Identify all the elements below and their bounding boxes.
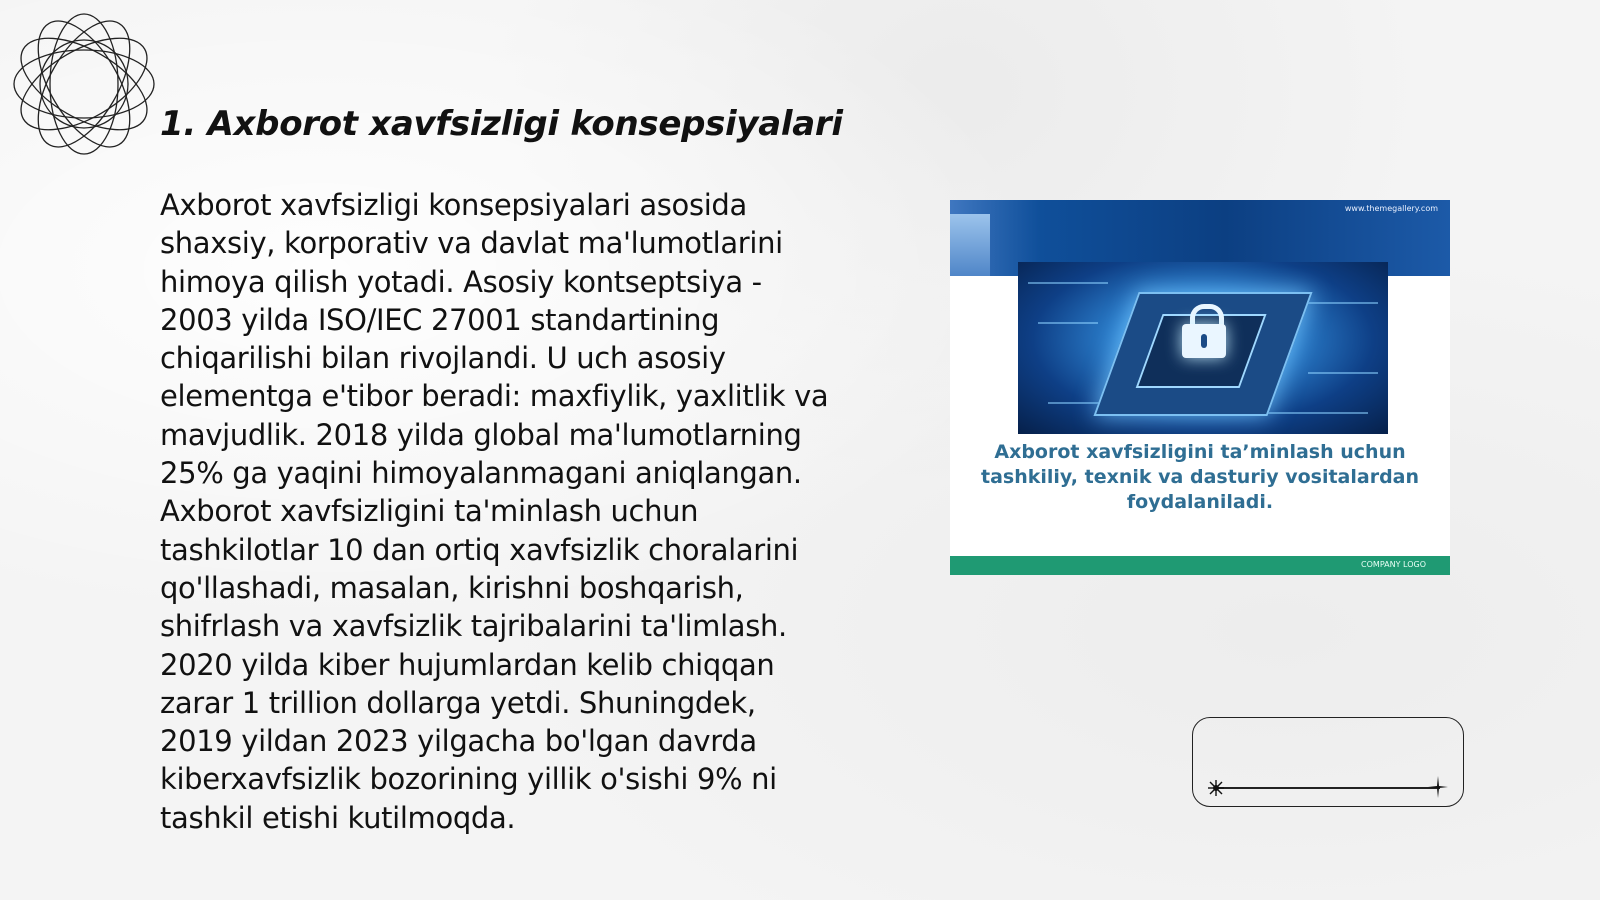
slide-title: 1. Axborot xavfsizligi konsepsiyalari [160, 104, 843, 144]
figure-site-url: www.themegallery.com [1344, 204, 1438, 213]
illustration-slide-image [950, 200, 1450, 575]
interlaced-circles-ornament-icon [10, 10, 158, 158]
padlock-circuit-photo [1018, 262, 1388, 434]
decorative-rounded-frame [1192, 717, 1464, 807]
company-logo-text: COMPANY LOGO [1361, 560, 1426, 569]
sparkle-cross-icon [1428, 776, 1448, 798]
circuit-trace [1268, 412, 1368, 414]
padlock-keyhole-icon [1201, 334, 1207, 348]
figure-top-band-accent [950, 214, 990, 276]
starburst-icon [1207, 779, 1225, 797]
circuit-trace [1298, 302, 1378, 304]
circuit-trace [1028, 282, 1108, 284]
figure-caption: Axborot xavfsizligini ta’minlash uchun tashkiliy, texnik va dasturiy vositalardan foydalaniladi. [980, 441, 1420, 513]
circuit-trace [1308, 372, 1378, 374]
circuit-trace [1038, 322, 1098, 324]
slide-body-text: Axborot xavfsizligi konsepsiyalari asosida shaxsiy, korporativ va davlat ma'lumotlarini himoya qilish yotadi. Asosiy kontseptsiya - 2003 yilda ISO/IEC 27001 standartining chiqarilishi bilan rivojlandi. U uch asosiy elementga e'tibor beradi: maxfiylik, yaxlitlik va mavjudlik. 2018 yilda global ma'lumotlarning 25% ga yaqini himoyalanmagani aniqlangan. Axborot xavfsizligini ta'minlash uchun tashkilotlar 10 dan ortiq xavfsizlik choralarini qo'llashadi, masalan, kirishni boshqarish, shifrlash va xavfsizlik tajribalarini ta'limlash. 2020 yilda kiber hujumlardan kelib chiqqan zarar 1 trillion dollarga yetdi. Shuningdek, 2019 yildan 2023 yilgacha bo'lgan davrda kiberxavfsizlik bozorining yillik o'sishi 9% ni tashkil etishi kutilmoqda. [160, 188, 829, 835]
decorative-line [1214, 787, 1440, 789]
